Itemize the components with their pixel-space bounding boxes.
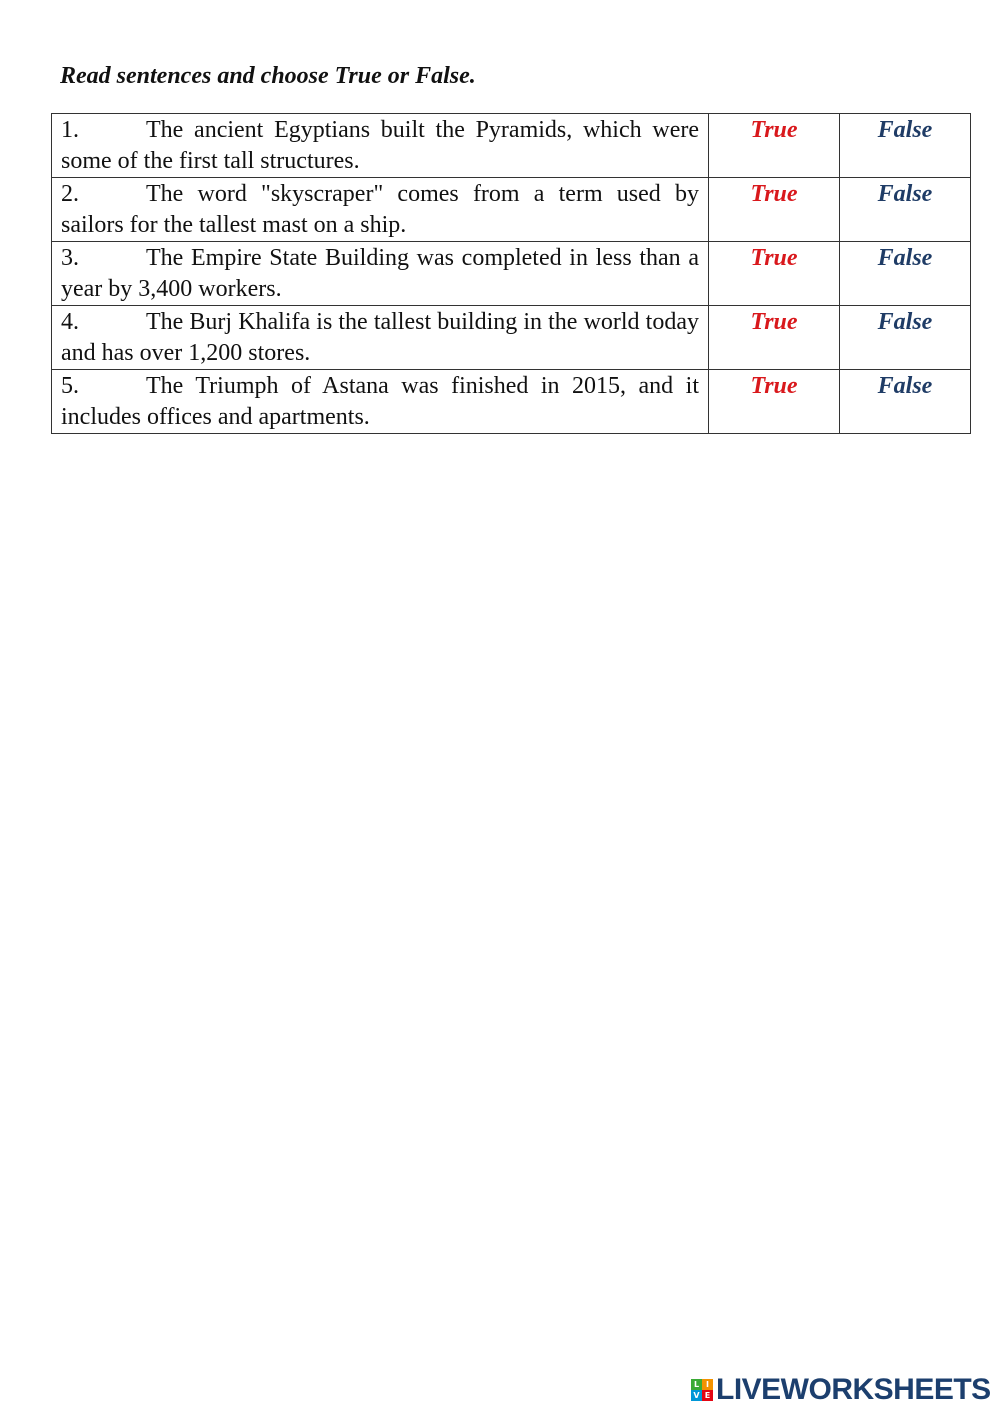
question-text: The Burj Khalifa is the tallest building in the world today and has over 1,200 stores. bbox=[61, 309, 699, 366]
false-option[interactable]: False bbox=[840, 242, 971, 306]
false-option[interactable]: False bbox=[840, 370, 971, 434]
question-row-4 bbox=[52, 306, 971, 370]
question-statement bbox=[52, 242, 709, 306]
true-option[interactable]: True bbox=[709, 242, 840, 306]
question-row-2 bbox=[52, 178, 971, 242]
logo-square-v: V bbox=[691, 1390, 702, 1401]
false-option[interactable]: False bbox=[840, 306, 971, 370]
logo-square-e: E bbox=[702, 1390, 713, 1401]
logo-square-l: L bbox=[691, 1379, 702, 1390]
question-number: 3. bbox=[61, 245, 79, 271]
question-row-3 bbox=[52, 242, 971, 306]
question-number: 4. bbox=[61, 309, 79, 335]
question-statement bbox=[52, 370, 709, 434]
question-text: The Triumph of Astana was finished in 2015, and it includes offices and apartments. bbox=[61, 373, 699, 430]
question-text: The ancient Egyptians built the Pyramids, which were some of the first tall structures. bbox=[61, 117, 699, 174]
question-statement bbox=[52, 114, 709, 178]
liveworksheets-logo-text: LIVEWORKSHEETS bbox=[716, 1373, 991, 1406]
question-number: 1. bbox=[61, 117, 79, 143]
true-option[interactable]: True bbox=[709, 114, 840, 178]
logo-square-i: I bbox=[702, 1379, 713, 1390]
liveworksheets-logo bbox=[691, 1375, 991, 1405]
false-option[interactable]: False bbox=[840, 178, 971, 242]
question-text: The word "skyscraper" comes from a term used by sailors for the tallest mast on a ship. bbox=[61, 181, 699, 238]
question-row-5 bbox=[52, 370, 971, 434]
question-text: The Empire State Building was completed in less than a year by 3,400 workers. bbox=[61, 245, 699, 302]
true-false-table bbox=[51, 113, 971, 434]
question-statement bbox=[52, 178, 709, 242]
question-row-1 bbox=[52, 114, 971, 178]
false-option[interactable]: False bbox=[840, 114, 971, 178]
question-statement bbox=[52, 306, 709, 370]
liveworksheets-logo-icon bbox=[691, 1379, 713, 1401]
instruction-heading: Read sentences and choose True or False. bbox=[60, 63, 476, 89]
true-option[interactable]: True bbox=[709, 306, 840, 370]
true-option[interactable]: True bbox=[709, 370, 840, 434]
true-option[interactable]: True bbox=[709, 178, 840, 242]
question-number: 5. bbox=[61, 373, 79, 399]
question-number: 2. bbox=[61, 181, 79, 207]
